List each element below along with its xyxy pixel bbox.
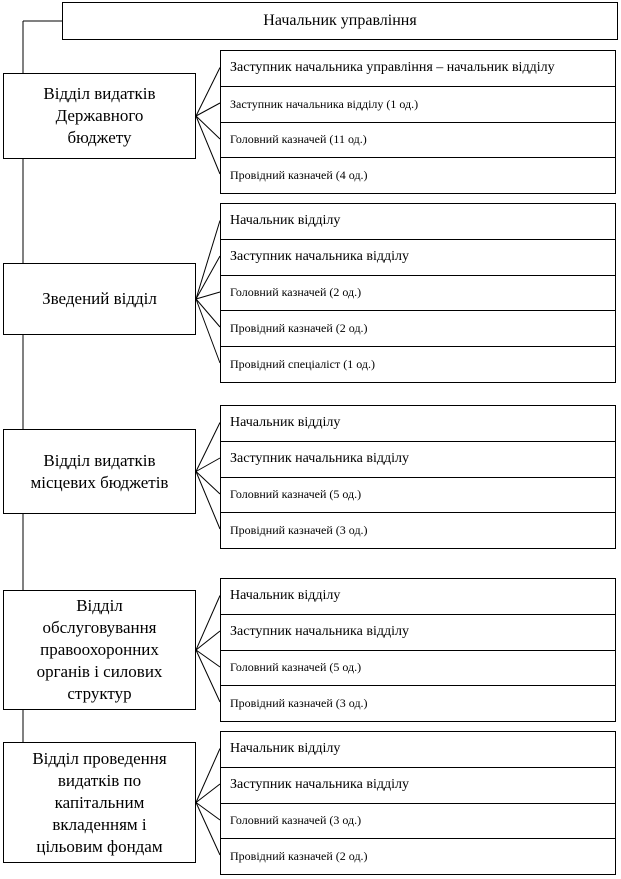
position-label: Заступник начальника відділу: [230, 624, 409, 640]
position-row: [221, 275, 615, 311]
position-label: Провідний казначей (2 од.): [230, 849, 368, 864]
position-label: Головний казначей (2 од.): [230, 285, 362, 300]
head-of-department-title: Начальник управління: [263, 12, 417, 29]
position-row: [221, 406, 615, 441]
position-label: Провідний казначей (3 од.): [230, 696, 368, 711]
position-label: Провідний казначей (2 од.): [230, 321, 368, 336]
position-row: [221, 86, 615, 122]
position-label: Начальник відділу: [230, 588, 341, 604]
position-label: Головний казначей (3 од.): [230, 813, 362, 828]
fan-connector-line: [196, 116, 220, 174]
position-row: [221, 838, 615, 874]
fan-connector-line: [196, 299, 220, 327]
position-label: Головний казначей (11 од.): [230, 132, 367, 147]
position-row: [221, 732, 615, 767]
fan-connector-line: [196, 596, 220, 651]
fan-connector-line: [196, 68, 220, 117]
position-row: [221, 122, 615, 158]
department-box-capital-investment-expenditures: [3, 742, 196, 863]
position-row: [221, 310, 615, 346]
position-label: Головний казначей (5 од.): [230, 487, 362, 502]
position-label: Начальник відділу: [230, 415, 341, 431]
position-label: Головний казначей (5 од.): [230, 660, 362, 675]
positions-list-consolidated: [220, 203, 616, 383]
fan-connector-line: [196, 221, 220, 300]
position-row: [221, 239, 615, 275]
fan-connector-line: [196, 116, 220, 139]
department-name: Зведений відділ: [42, 289, 157, 308]
position-row: [221, 579, 615, 614]
department-box-state-budget-expenditures: [3, 73, 196, 159]
position-label: Заступник начальника управління – начальник відділу: [230, 60, 555, 76]
position-label: Начальник відділу: [230, 741, 341, 757]
fan-connector-line: [196, 472, 220, 495]
department-box-consolidated: [3, 263, 196, 335]
fan-connector-line: [196, 749, 220, 803]
position-label: Провідний казначей (3 од.): [230, 523, 368, 538]
fan-connector-line: [196, 631, 220, 650]
position-row: [221, 767, 615, 803]
position-label: Заступник начальника відділу (1 од.): [230, 96, 419, 111]
position-label: Начальник відділу: [230, 213, 341, 229]
position-row: [221, 157, 615, 193]
positions-list-local-budget-expenditures: [220, 405, 616, 549]
department-name: Відділ видатків місцевих бюджетів: [30, 450, 169, 492]
fan-connector-line: [196, 423, 220, 472]
position-row: [221, 441, 615, 477]
position-row: [221, 685, 615, 721]
position-label: Провідний спеціаліст (1 од.): [230, 357, 375, 372]
head-of-department-box: [62, 2, 618, 40]
position-row: [221, 650, 615, 686]
position-row: [221, 346, 615, 382]
fan-connector-line: [196, 650, 220, 702]
department-name: Відділ проведення видатків по капітальним вкладенням і цільовим фондам: [32, 748, 167, 856]
position-label: Заступник начальника відділу: [230, 777, 409, 793]
department-box-local-budget-expenditures: [3, 429, 196, 514]
positions-list-capital-investment-expenditures: [220, 731, 616, 875]
position-row: [221, 204, 615, 239]
position-label: Заступник начальника відділу: [230, 451, 409, 467]
positions-list-state-budget-expenditures: [220, 50, 616, 194]
department-box-law-enforcement-servicing: [3, 590, 196, 710]
position-row: [221, 803, 615, 839]
fan-connector-line: [196, 299, 220, 363]
fan-connector-line: [196, 472, 220, 530]
positions-list-law-enforcement-servicing: [220, 578, 616, 722]
position-label: Провідний казначей (4 од.): [230, 168, 368, 183]
fan-connector-line: [196, 803, 220, 856]
department-name: Відділ обслуговування правоохоронних органів і силових структур: [36, 596, 163, 703]
position-label: Заступник начальника відділу: [230, 249, 409, 265]
position-row: [221, 51, 615, 86]
position-row: [221, 614, 615, 650]
position-row: [221, 512, 615, 548]
department-name: Відділ видатків Державного бюджету: [43, 84, 156, 147]
position-row: [221, 477, 615, 513]
